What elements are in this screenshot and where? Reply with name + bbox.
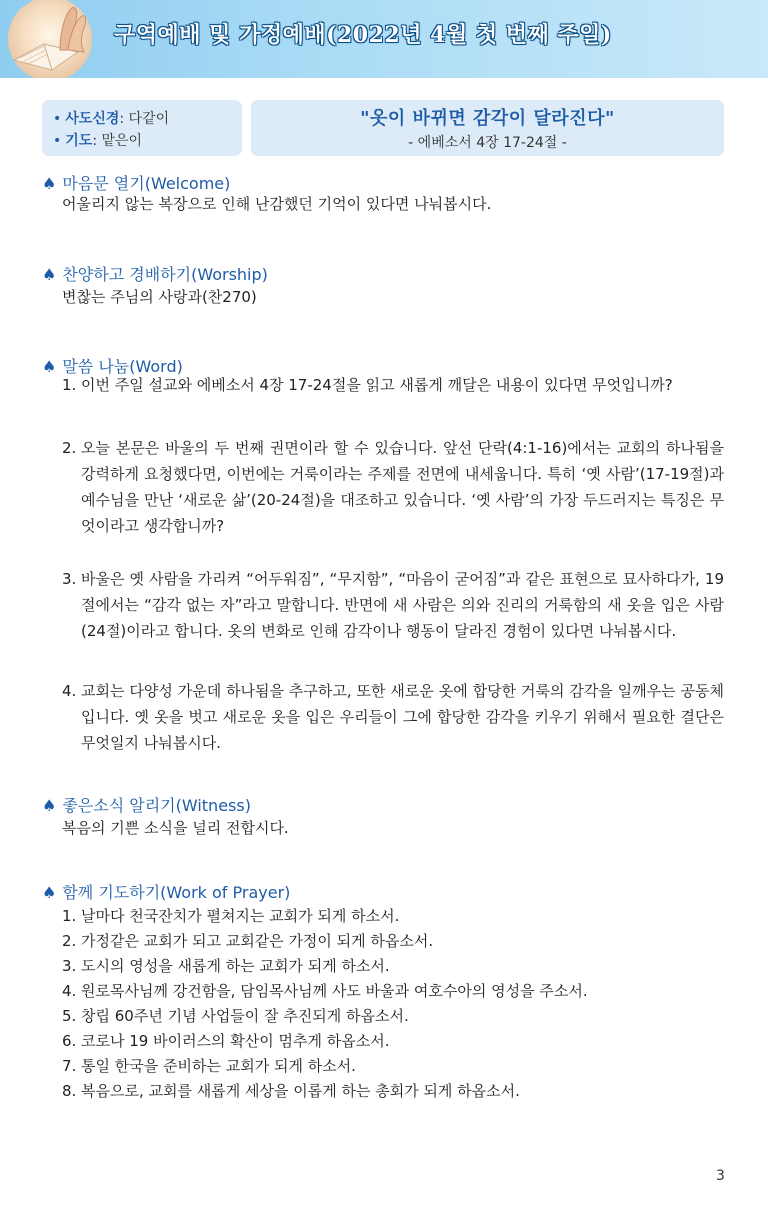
sermon-title: "옷이 바뀌면 감각이 달라진다" <box>360 108 615 129</box>
spade-icon: ♠ <box>42 796 57 815</box>
welcome-heading <box>42 171 230 194</box>
prayer-item: 3. 도시의 영성을 새롭게 하는 교회가 되게 하소서. <box>62 957 390 975</box>
prayer-row <box>53 130 142 150</box>
word-heading-text: 말씀 나눔(Word) <box>62 357 183 376</box>
creed-row <box>53 108 169 128</box>
bullet-dot: • <box>53 111 62 127</box>
question-text: 이번 주일 설교와 에베소서 4장 17-24절을 읽고 새롭게 깨달은 내용이 있다면 무엇입니까? <box>81 376 673 394</box>
worship-heading-text: 찬양하고 경배하기(Worship) <box>62 265 268 284</box>
bible-prayer-hands-image <box>8 0 92 78</box>
question-2 <box>62 435 724 539</box>
question-text: 교회는 다양성 가운데 하나됨을 추구하고, 또한 새로운 옷에 합당한 거룩의 감각을 일깨우는 공동체입니다. 옛 옷을 벗고 새로운 옷을 입은 우리들이 그에 합당한 감각을 키우기 위해서 필요한 결단은 무엇일지 나눠봅시다. <box>81 682 724 752</box>
prayer-label: 기도 <box>65 133 93 149</box>
witness-heading-text: 좋은소식 알리기(Witness) <box>62 796 251 815</box>
creed-value: : 다같이 <box>119 111 170 127</box>
prayer-item: 5. 창립 60주년 기념 사업들이 잘 추진되게 하옵소서. <box>62 1007 409 1025</box>
prayer-item: 6. 코로나 19 바이러스의 확산이 멈추게 하옵소서. <box>62 1032 390 1050</box>
header-banner <box>0 0 768 78</box>
welcome-heading-text: 마음문 열기(Welcome) <box>62 174 231 193</box>
welcome-text: 어울리지 않는 복장으로 인해 난감했던 기억이 있다면 나눠봅시다. <box>62 195 492 213</box>
question-number: 2. <box>62 439 77 457</box>
sermon-reference: - 에베소서 4장 17-24절 - <box>408 135 567 151</box>
worship-text: 변찮는 주님의 사랑과(찬270) <box>62 288 257 306</box>
worship-order-box <box>42 100 242 156</box>
worship-heading <box>42 262 268 285</box>
question-text: 오늘 본문은 바울의 두 번째 권면이라 할 수 있습니다. 앞선 단락(4:1-16)에서는 교회의 하나됨을 강력하게 요청했다면, 이번에는 거룩이라는 주제를 전면에 내세웁니다. 특히 ‘옛 사람’(17-19절)과 예수님을 만난 ‘새로운 삶’(20-24절)을 대조하고 있습니다. ‘옛 사람’의 가장 두드러지는 특징은 무엇이라고 생각합니까? <box>81 439 724 535</box>
prayer-item: 4. 원로목사님께 강건함을, 담임목사님께 사도 바울과 여호수아의 영성을 주소서. <box>62 982 588 1000</box>
creed-label: 사도신경 <box>65 111 120 127</box>
page-number: 3 <box>716 1168 725 1184</box>
prayer-item: 1. 날마다 천국잔치가 펼쳐지는 교회가 되게 하소서. <box>62 907 400 925</box>
prayer-item: 8. 복음으로, 교회를 새롭게 세상을 이롭게 하는 총회가 되게 하옵소서. <box>62 1082 520 1100</box>
question-text: 바울은 옛 사람을 가리켜 “어두워짐”, “무지함”, “마음이 굳어짐”과 같은 표현으로 묘사하다가, 19절에서는 “감각 없는 자”라고 말합니다. 반면에 새 사람은 의와 진리의 거룩함의 새 옷을 입은 사람(24절)이라고 합니다. 옷의 변화로 인해 감각이나 행동이 달라진 경험이 있다면 나눠봅시다. <box>81 570 724 640</box>
question-number: 3. <box>62 570 77 588</box>
bullet-dot: • <box>53 133 62 149</box>
spade-icon: ♠ <box>42 883 57 902</box>
prayer-item: 2. 가정같은 교회가 되고 교회같은 가정이 되게 하옵소서. <box>62 932 434 950</box>
question-number: 1. <box>62 376 77 394</box>
spade-icon: ♠ <box>42 174 57 193</box>
sermon-box <box>251 100 724 156</box>
prayer-heading-text: 함께 기도하기(Work of Prayer) <box>62 883 291 902</box>
prayer-heading <box>42 880 290 903</box>
page-title: 구역예배 및 가정예배(2022년 4월 첫 번째 주일) <box>114 22 612 48</box>
prayer-item: 7. 통일 한국을 준비하는 교회가 되게 하소서. <box>62 1057 356 1075</box>
question-number: 4. <box>62 682 77 700</box>
prayer-value: : 맡은이 <box>92 133 143 149</box>
spade-icon: ♠ <box>42 265 57 284</box>
question-3 <box>62 566 724 644</box>
spade-icon: ♠ <box>42 357 57 376</box>
question-4 <box>62 678 724 756</box>
question-1 <box>62 372 724 398</box>
witness-heading <box>42 793 251 816</box>
witness-text: 복음의 기쁜 소식을 널리 전합시다. <box>62 819 289 837</box>
